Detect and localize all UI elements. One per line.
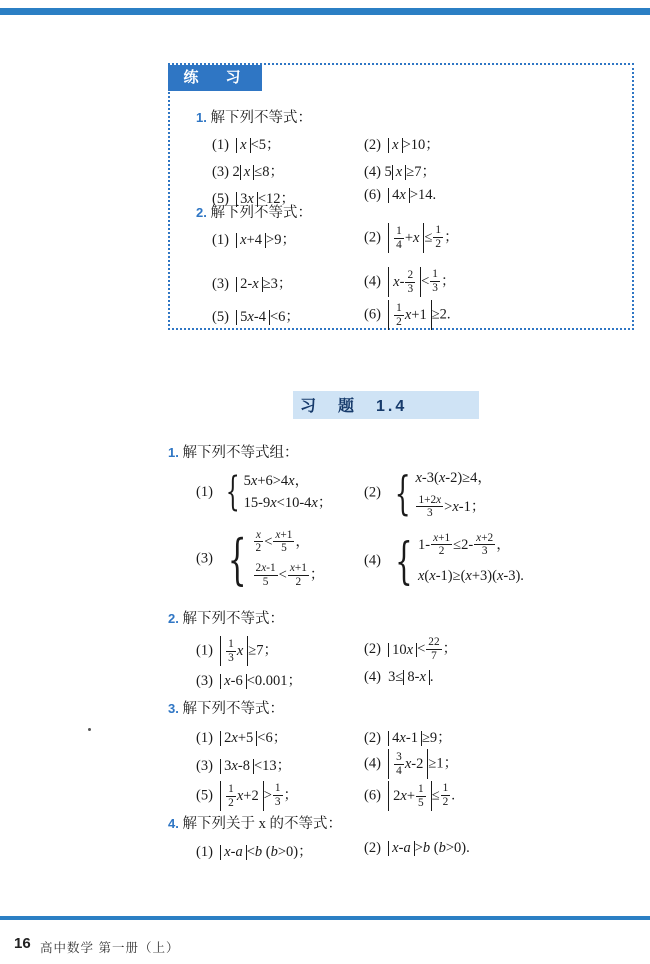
exercise-problem-2-number: 2. [168, 611, 179, 626]
exercise-3-item-2: (2) 4x-1 ≥9； [364, 730, 452, 747]
label: (4) [364, 273, 381, 290]
label: (1) [196, 730, 213, 746]
exercise-3-item-6: (6) 2x+ $\frac{1}{5}$ ≤ $\frac{1}{2}$ . [364, 781, 455, 811]
exercise-1-item-3: (3) { $\frac{x}{2}$ < $\frac{x+1}{5}$ ， $\frac{2x-1}{5}$ < $\frac{x+1}{2}$ ； [196, 527, 325, 591]
practice-2-item-5: (5) 5x-4 <6； [212, 309, 300, 326]
label: (4) [364, 755, 381, 772]
exercise-problem-1-number: 1. [168, 445, 179, 460]
exercise-title: 习 题 1.4 [300, 398, 408, 415]
exercise-problem-1-text: 解下列不等式组： [182, 445, 299, 461]
exercise-2-item-4: (4) 3≤ 8-x . [364, 669, 434, 686]
exercise-2-item-1: (1) $\frac{1}{3}$ x ≥7； [196, 636, 278, 666]
label: (1) [212, 137, 229, 153]
practice-2-item-4: (4) x- $\frac{2}{3}$ < $\frac{1}{3}$ ； [364, 267, 455, 297]
label: (4) [364, 164, 381, 180]
exercise-2-item-3: (3) x-6 <0.001； [196, 673, 303, 690]
exercise-problem-4-text: 解下列关于 x 的不等式： [182, 816, 342, 832]
label: (1) [196, 642, 213, 659]
label: (5) [196, 787, 213, 804]
exercise-2-item-2: (2) 10x < $\frac{22}{7}$ ； [364, 636, 458, 662]
practice-2-item-6: (6) $\frac{1}{2}$ x+1 ≥2. [364, 300, 451, 330]
practice-problem-1-number: 1. [196, 110, 207, 125]
margin-dot [88, 728, 91, 731]
page-number: 16 [14, 935, 31, 952]
label: (2) [364, 641, 381, 658]
practice-problem-1-text: 解下列不等式： [210, 110, 312, 126]
exercise-4-item-1: (1) x-a <b (b>0)； [196, 844, 313, 861]
label: (3) [212, 164, 229, 180]
exercise-1-item-2: (2) { x-3(x-2)≥4， $\frac{1+2x}{3}$ >x-1； [364, 465, 492, 520]
label: (2) [364, 840, 381, 856]
label: (2) [364, 730, 381, 746]
label: (6) [364, 187, 381, 203]
exercise-problem-3-text: 解下列不等式： [182, 701, 284, 717]
footer-rule [0, 916, 650, 920]
label: (3) [212, 276, 229, 292]
top-rule [0, 8, 650, 15]
label: (3) [196, 550, 213, 567]
label: (1) [196, 483, 213, 500]
label: (4) [364, 552, 381, 569]
exercise-problem-4-stem [168, 812, 342, 833]
practice-2-item-2: (2) $\frac{1}{4}$ +x ≤ $\frac{1}{2}$ ； [364, 223, 459, 253]
exercise-3-item-4: (4) $\frac{3}{4}$ x-2 ≥1； [364, 749, 458, 779]
label: (5) [212, 191, 229, 207]
exercise-3-item-5: (5) $\frac{1}{2}$ x+2 > $\frac{1}{3}$ ； [196, 781, 298, 811]
label: (2) [364, 229, 381, 246]
practice-1-item-2: (2) x >10； [364, 137, 440, 154]
exercise-3-item-1: (1) 2x+5 <6； [196, 730, 288, 747]
label: (1) [196, 844, 213, 860]
practice-2-item-1: (1) x+4 >9； [212, 232, 296, 249]
exercise-problem-3-number: 3. [168, 701, 179, 716]
exercise-4-item-2: (2) x-a >b (b>0). [364, 840, 470, 857]
exercise-problem-4-number: 4. [168, 816, 179, 831]
practice-problem-1-stem [196, 106, 312, 127]
label: (3) [196, 758, 213, 774]
exercise-problem-2-text: 解下列不等式： [182, 611, 284, 627]
exercise-1-item-1: (1) { 5x+6>4x， 15-9x<10-4x； [196, 469, 333, 516]
label: (2) [364, 137, 381, 153]
label: (6) [364, 306, 381, 323]
label: (6) [364, 787, 381, 804]
label: (5) [212, 309, 229, 325]
practice-title: 练 习 [168, 65, 262, 91]
practice-1-item-5: (5) 3x <12； [212, 191, 296, 208]
exercise-3-item-3: (3) 3x-8 <13； [196, 758, 292, 775]
label: (3) [196, 673, 213, 689]
practice-problem-2-number: 2. [196, 205, 207, 220]
practice-1-item-6: (6) 4x >14. [364, 187, 437, 204]
label: (2) [364, 484, 381, 501]
exercise-1-item-4: (4) { 1- $\frac{x+1}{2}$ ≤2- $\frac{x+2}{3}$ ， x(x-1)≥(x+3)(x-3). [364, 531, 524, 591]
label: (4) [364, 669, 381, 685]
practice-1-item-4: (4) 5 x ≥7； [364, 164, 436, 181]
practice-problem-2-stem [196, 201, 312, 222]
label: (1) [212, 232, 229, 248]
footer-book-title: 高中数学 第一册（上） [40, 941, 180, 955]
exercise-problem-2-stem [168, 607, 284, 628]
practice-2-item-3: (3) 2-x ≥3； [212, 276, 293, 293]
practice-1-item-1: (1) x <5； [212, 137, 281, 154]
exercise-problem-3-stem [168, 697, 284, 718]
practice-1-item-3: (3) 2 x ≤8； [212, 164, 284, 181]
practice-problem-2-text: 解下列不等式： [210, 205, 312, 221]
exercise-problem-1-stem [168, 441, 298, 462]
